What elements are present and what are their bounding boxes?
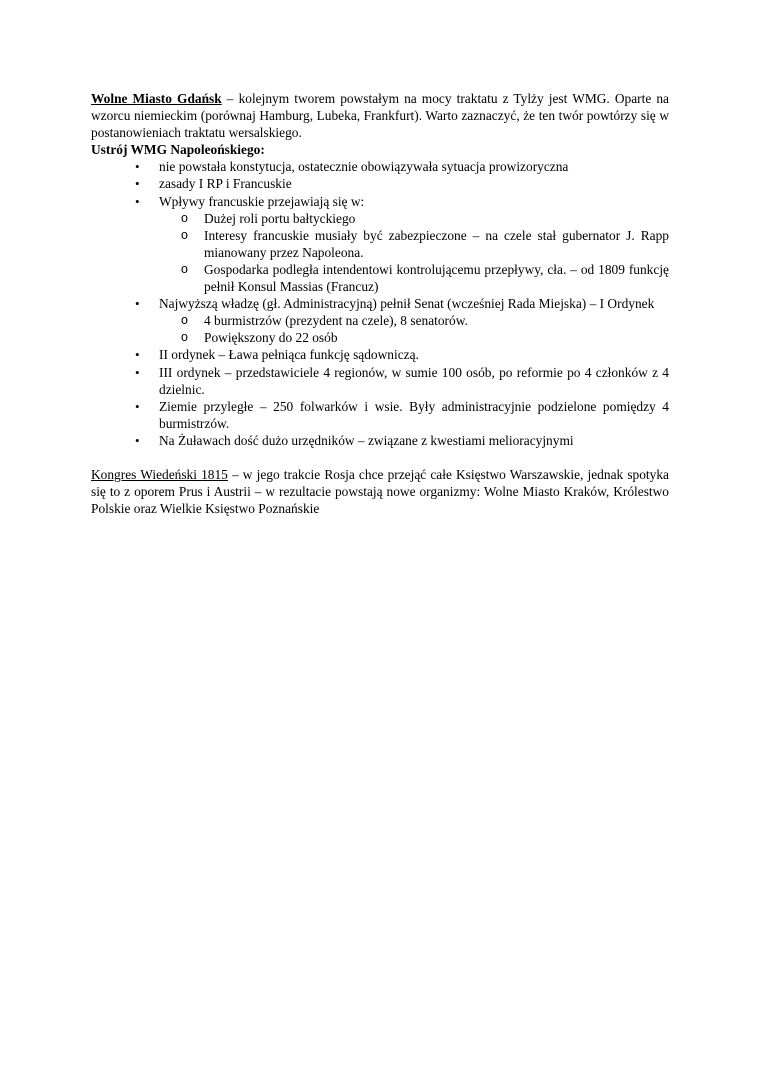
sub-list bbox=[159, 210, 669, 295]
bullet-icon: • bbox=[135, 193, 140, 209]
list-item bbox=[91, 364, 669, 398]
bullet-icon: • bbox=[135, 432, 140, 448]
sub-list-item bbox=[159, 261, 669, 295]
sub-list-item-text: 4 burmistrzów (prezydent na czele), 8 senatorów. bbox=[204, 313, 468, 329]
congress-paragraph bbox=[91, 466, 669, 517]
list-item-text: II ordynek – Ława pełniąca funkcję sądowniczą. bbox=[159, 347, 419, 363]
list-item-text: III ordynek – przedstawiciele 4 regionów, w sumie 100 osób, po reformie po 4 członków z 4 dzielnic. bbox=[159, 364, 669, 397]
sub-list-item-text: Gospodarka podległa intendentowi kontrolującemu przepływy, cła. – od 1809 funkcję pełnił Konsul Massias (Francuz) bbox=[204, 261, 669, 295]
bullet-icon: • bbox=[135, 159, 140, 175]
sub-list-item-text: Dużej roli portu bałtyckiego bbox=[204, 210, 356, 226]
bullet-icon: • bbox=[135, 364, 140, 380]
bullet-icon: • bbox=[135, 176, 140, 192]
document-content bbox=[91, 90, 669, 517]
list-item-text: Na Żuławach dość dużo urzędników – związane z kwestiami melioracyjnymi bbox=[159, 432, 574, 448]
list-item-text: Ziemie przyległe – 250 folwarków i wsie. Były administracyjnie podzielone pomiędzy 4 burmistrzów. bbox=[159, 398, 669, 431]
congress-term: Kongres Wiedeński 1815 bbox=[91, 466, 228, 482]
bullet-list bbox=[91, 158, 669, 449]
sub-list-item bbox=[159, 210, 669, 227]
list-item bbox=[91, 193, 669, 296]
circle-bullet-icon: o bbox=[181, 210, 188, 225]
circle-bullet-icon: o bbox=[181, 227, 188, 242]
list-item bbox=[91, 295, 669, 346]
congress-text: – w jego trakcie Rosja chce przejąć całe Księstwo Warszawskie, jednak spotyka się to z oporem Prus i Austrii – w rezultacie powstają nowe organizmy: Wolne Miasto Kraków, Królestwo Polskie oraz Wielkie Księstwo Poznańskie bbox=[91, 466, 669, 517]
sub-list-item bbox=[159, 227, 669, 261]
intro-term: Wolne Miasto Gdańsk bbox=[91, 91, 222, 106]
bullet-icon: • bbox=[135, 398, 140, 414]
bullet-icon: • bbox=[135, 347, 140, 363]
sub-list bbox=[159, 312, 669, 346]
sub-list-item-text: Interesy francuskie musiały być zabezpieczone – na czele stał gubernator J. Rapp mianowany przez Napoleona. bbox=[204, 227, 669, 260]
list-item bbox=[91, 346, 669, 363]
sub-list-item bbox=[159, 312, 669, 329]
list-item bbox=[91, 175, 669, 192]
list-item bbox=[91, 158, 669, 175]
list-item bbox=[91, 398, 669, 432]
bullet-icon: • bbox=[135, 296, 140, 312]
intro-text: – kolejnym tworem powstałym na mocy traktatu z Tylży jest WMG. Oparte na wzorcu niemieckim (porównaj Hamburg, Lubeka, Frankfurt). Warto zaznaczyć, że ten twór powtórzy się w postanowieniach traktatu wersalskiego. bbox=[91, 91, 669, 141]
circle-bullet-icon: o bbox=[181, 261, 188, 276]
list-item bbox=[91, 432, 669, 449]
section-heading: Ustrój WMG Napoleońskiego: bbox=[91, 142, 265, 158]
list-item-text: Najwyższą władzę (gł. Administracyjną) pełnił Senat (wcześniej Rada Miejska) – I Ordynek bbox=[159, 296, 655, 312]
list-item-text: nie powstała konstytucja, ostatecznie obowiązywała sytuacja prowizoryczna bbox=[159, 159, 569, 175]
circle-bullet-icon: o bbox=[181, 330, 188, 345]
sub-list-item-text: Powiększony do 22 osób bbox=[204, 330, 338, 346]
intro-paragraph bbox=[91, 90, 669, 141]
list-item-text: Wpływy francuskie przejawiają się w: bbox=[159, 193, 365, 209]
paragraph-spacer bbox=[91, 449, 669, 466]
circle-bullet-icon: o bbox=[181, 313, 188, 328]
sub-list-item bbox=[159, 329, 669, 346]
list-item-text: zasady I RP i Francuskie bbox=[159, 176, 292, 192]
